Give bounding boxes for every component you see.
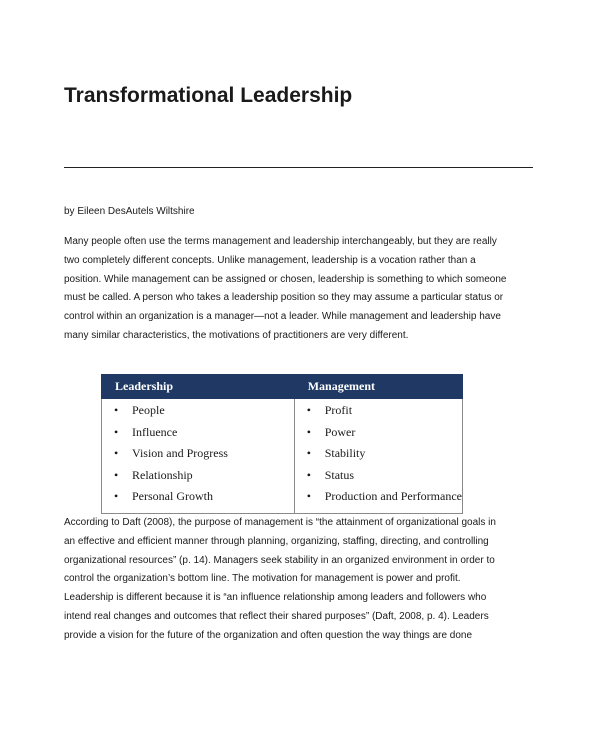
title-divider	[64, 167, 533, 168]
management-list	[295, 401, 462, 509]
intro-paragraph	[64, 233, 544, 346]
list-item-text: Stability	[324, 446, 366, 460]
leadership-cell	[102, 399, 295, 514]
list-item	[102, 444, 294, 466]
bullet-glyph: •	[114, 467, 119, 482]
bullet-glyph: •	[306, 424, 311, 439]
paragraph-line: must be called. A person who takes a leadership position so they may assume a particular status or	[64, 292, 504, 304]
paragraph-line: control the organization’s bottom line. The motivation for management is power and profit.	[64, 573, 461, 585]
leadership-list	[102, 401, 294, 509]
list-item-text: Influence	[132, 424, 178, 439]
list-item-text: People	[132, 403, 165, 417]
list-item	[102, 423, 294, 445]
author-byline: by Eileen DesAutels Wiltshire	[64, 206, 195, 217]
bullet-glyph: •	[306, 489, 311, 503]
page-title: Transformational Leadership	[64, 84, 353, 107]
bullet-glyph: •	[114, 446, 119, 460]
bullet-glyph: •	[114, 403, 119, 417]
paragraph-line: Leadership is different because it is “an influence relationship among leaders and followers who	[64, 592, 487, 604]
paragraph-line: organizational resources” (p. 14). Managers seek stability in an organized environment in order to	[64, 554, 495, 566]
list-item-text: Profit	[324, 403, 353, 417]
list-item-text: Vision and Progress	[132, 446, 228, 460]
list-item	[102, 487, 294, 509]
leadership-column-header: Leadership	[102, 375, 295, 399]
management-cell	[294, 399, 462, 514]
bullet-glyph: •	[306, 467, 311, 482]
list-item	[295, 401, 462, 423]
list-item	[295, 423, 462, 445]
bullet-glyph: •	[114, 424, 119, 439]
paragraph-line: provide a vision for the future of the organization and often question the way things are done	[64, 629, 473, 641]
bullet-glyph: •	[114, 489, 119, 503]
list-item-text: Production and Performance	[324, 489, 462, 503]
comparison-table	[101, 374, 463, 514]
paragraph-line: control within an organization is a manager—not a leader. While management and leadership have	[64, 311, 501, 323]
list-item	[102, 401, 294, 423]
paragraph-line: many similar characteristics, the motivations of practitioners are very different.	[64, 329, 409, 341]
paragraph-line: intend real changes and outcomes that reflect their shared purposes” (Daft, 2008, p. 4). Leaders	[64, 610, 489, 622]
list-item-text: Relationship	[132, 467, 193, 482]
list-item	[295, 466, 462, 488]
paragraph-line: Many people often use the terms management and leadership interchangeably, but they are really	[64, 236, 497, 247]
paragraph-line: two completely different concepts. Unlike management, leadership is a vocation rather than a	[64, 254, 476, 266]
list-item-text: Power	[324, 424, 356, 439]
list-item	[102, 466, 294, 488]
list-item	[295, 487, 462, 509]
management-column-header: Management	[294, 375, 462, 399]
paragraph-line: an effective and efficient manner through planning, organizing, staffing, directing, and controlling	[64, 535, 489, 547]
paragraph-line: position. While management can be assigned or chosen, leadership is something to which someone	[64, 273, 507, 285]
paragraph-line: According to Daft (2008), the purpose of management is “the attainment of organizational goals in	[64, 517, 496, 528]
bullet-glyph: •	[306, 403, 311, 417]
bullet-glyph: •	[306, 446, 311, 460]
body-paragraph	[64, 514, 544, 646]
list-item-text: Status	[324, 467, 355, 482]
list-item	[295, 444, 462, 466]
list-item-text: Personal Growth	[132, 489, 213, 503]
